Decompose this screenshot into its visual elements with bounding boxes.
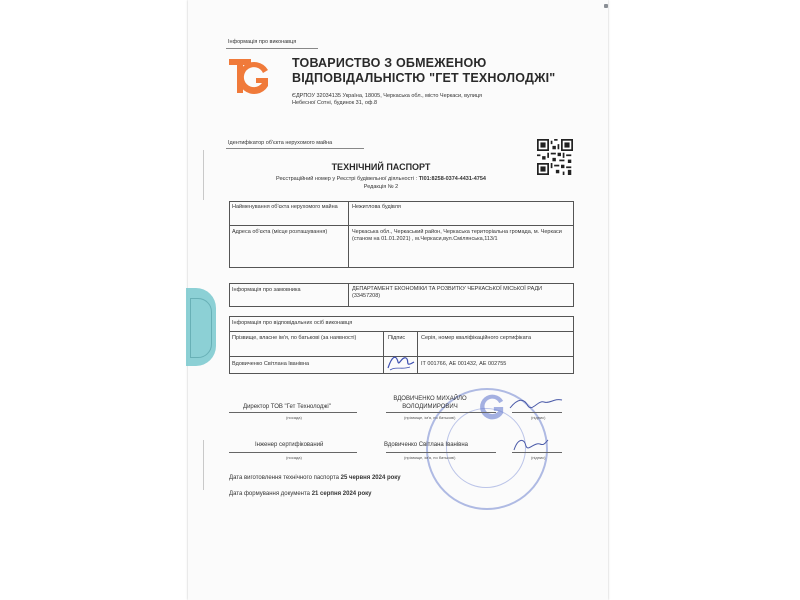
signature-line [229, 452, 357, 453]
company-address [292, 93, 482, 107]
binder-hole-mark [203, 440, 204, 490]
company-address-line2: Небесної Сотні, будинок 31, оф.8 [292, 100, 378, 106]
caption-name: (прізвище, ім'я, по батькові) [404, 415, 456, 420]
header-underline [226, 48, 318, 49]
col-header-sign: Підпис [388, 335, 406, 341]
engineer-name: Вдовиченко Світлана Іванівна [384, 442, 469, 448]
signature-line [386, 412, 496, 413]
caption-name: (прізвище, ім'я, по батькові) [404, 455, 456, 460]
header-note: Інформація про виконавця [228, 39, 297, 45]
reg-prefix: Реєстраційний номер у Реєстрі будівельної діяльності : [276, 176, 418, 182]
reg-number: ТІ01:8258-0374-4431-4754 [418, 176, 486, 182]
table-col-divider [348, 283, 349, 307]
caption-position: (посада) [286, 415, 302, 420]
company-name [292, 56, 555, 86]
responsible-title: Інформація про відповідальних осіб виконавця [232, 320, 353, 326]
date-made [229, 474, 401, 482]
table-row-divider [229, 225, 574, 226]
person-name: Вдовиченко Світлана Іванівна [232, 361, 310, 367]
object-id-underline [226, 148, 364, 149]
table-row-divider [229, 331, 574, 332]
date-formed-value: 21 серпня 2024 року [311, 491, 372, 497]
director-name [392, 395, 468, 411]
caption-sign: (підпис) [531, 455, 546, 460]
director-name-line2: ВОЛОДИМИРОВИЧ [402, 404, 458, 410]
stamp-logo-icon [470, 390, 510, 424]
customer-label: Інформація про замовника [232, 287, 301, 293]
company-address-line1: ЄДРПОУ 32034135 Україна, 18005, Черкаська обл., місто Черкаси, вулиця [292, 93, 483, 99]
object-name-value: Нежитлова будівля [352, 204, 401, 210]
company-logo-icon [228, 56, 274, 100]
customer-value: ДЕПАРТАМЕНТ ЕКОНОМІКИ ТА РОЗВИТКУ ЧЕРКАСЬКОЇ МІСЬКОЇ РАДИ (33457208) [352, 286, 543, 299]
object-address-value: Черкаська обл., Черкаський район, Черкаська територіальна громада, м. Черкаси (станом на 01.01.2021) , м.Черкаси,вул.Смілянська,113/1 [352, 229, 562, 242]
date-made-value: 25 червня 2024 року [340, 475, 401, 481]
engineer-position: Інженер сертифікований [255, 442, 324, 448]
object-id-label: Ідентифікатор об'єкта нерухомого майна [228, 140, 333, 146]
col-header-name: Прізвище, власне ім'я, по батькові (за наявності) [232, 335, 357, 341]
date-made-label: Дата виготовлення технічного паспорта [229, 475, 339, 481]
caption-sign: (підпис) [531, 415, 546, 420]
doc-title: ТЕХНІЧНИЙ ПАСПОРТ [331, 162, 431, 172]
date-formed-label: Дата формування документа [229, 491, 311, 497]
table-col-divider [348, 201, 349, 268]
date-formed [229, 490, 371, 498]
director-signature-icon [508, 394, 564, 414]
reg-number-line [228, 176, 534, 183]
signature-line [229, 412, 357, 413]
caption-position: (посада) [286, 455, 302, 460]
company-name-line2: ВІДПОВІДАЛЬНІСТЮ "ГЕТ ТЕХНОЛОДЖІ" [292, 71, 556, 85]
director-name-line1: ВДОВИЧЕНКО МИХАЙЛО [393, 396, 467, 402]
person-signature-icon [384, 350, 418, 374]
binding-seal-tab [186, 288, 216, 366]
col-header-cert: Серія, номер кваліфікаційного сертифіката [421, 335, 532, 341]
person-cert: ІТ 001766, АЕ 001432, АЕ 002755 [421, 361, 507, 367]
object-address-label: Адреса об'єкта (місце розташування) [232, 229, 328, 235]
signature-line [386, 452, 496, 453]
director-position: Директор ТОВ "Гет Технолоджі" [243, 404, 331, 410]
company-name-line1: ТОВАРИСТВО З ОБМЕЖЕНОЮ [292, 56, 487, 70]
engineer-signature-icon [510, 434, 550, 454]
edition-number: Редакція № 2 [363, 184, 399, 190]
page-corner-mark [604, 4, 608, 8]
binder-hole-mark [203, 150, 204, 200]
qr-code-icon [537, 139, 573, 175]
object-name-label: Найменування об'єкта нерухомого майна [232, 204, 338, 210]
